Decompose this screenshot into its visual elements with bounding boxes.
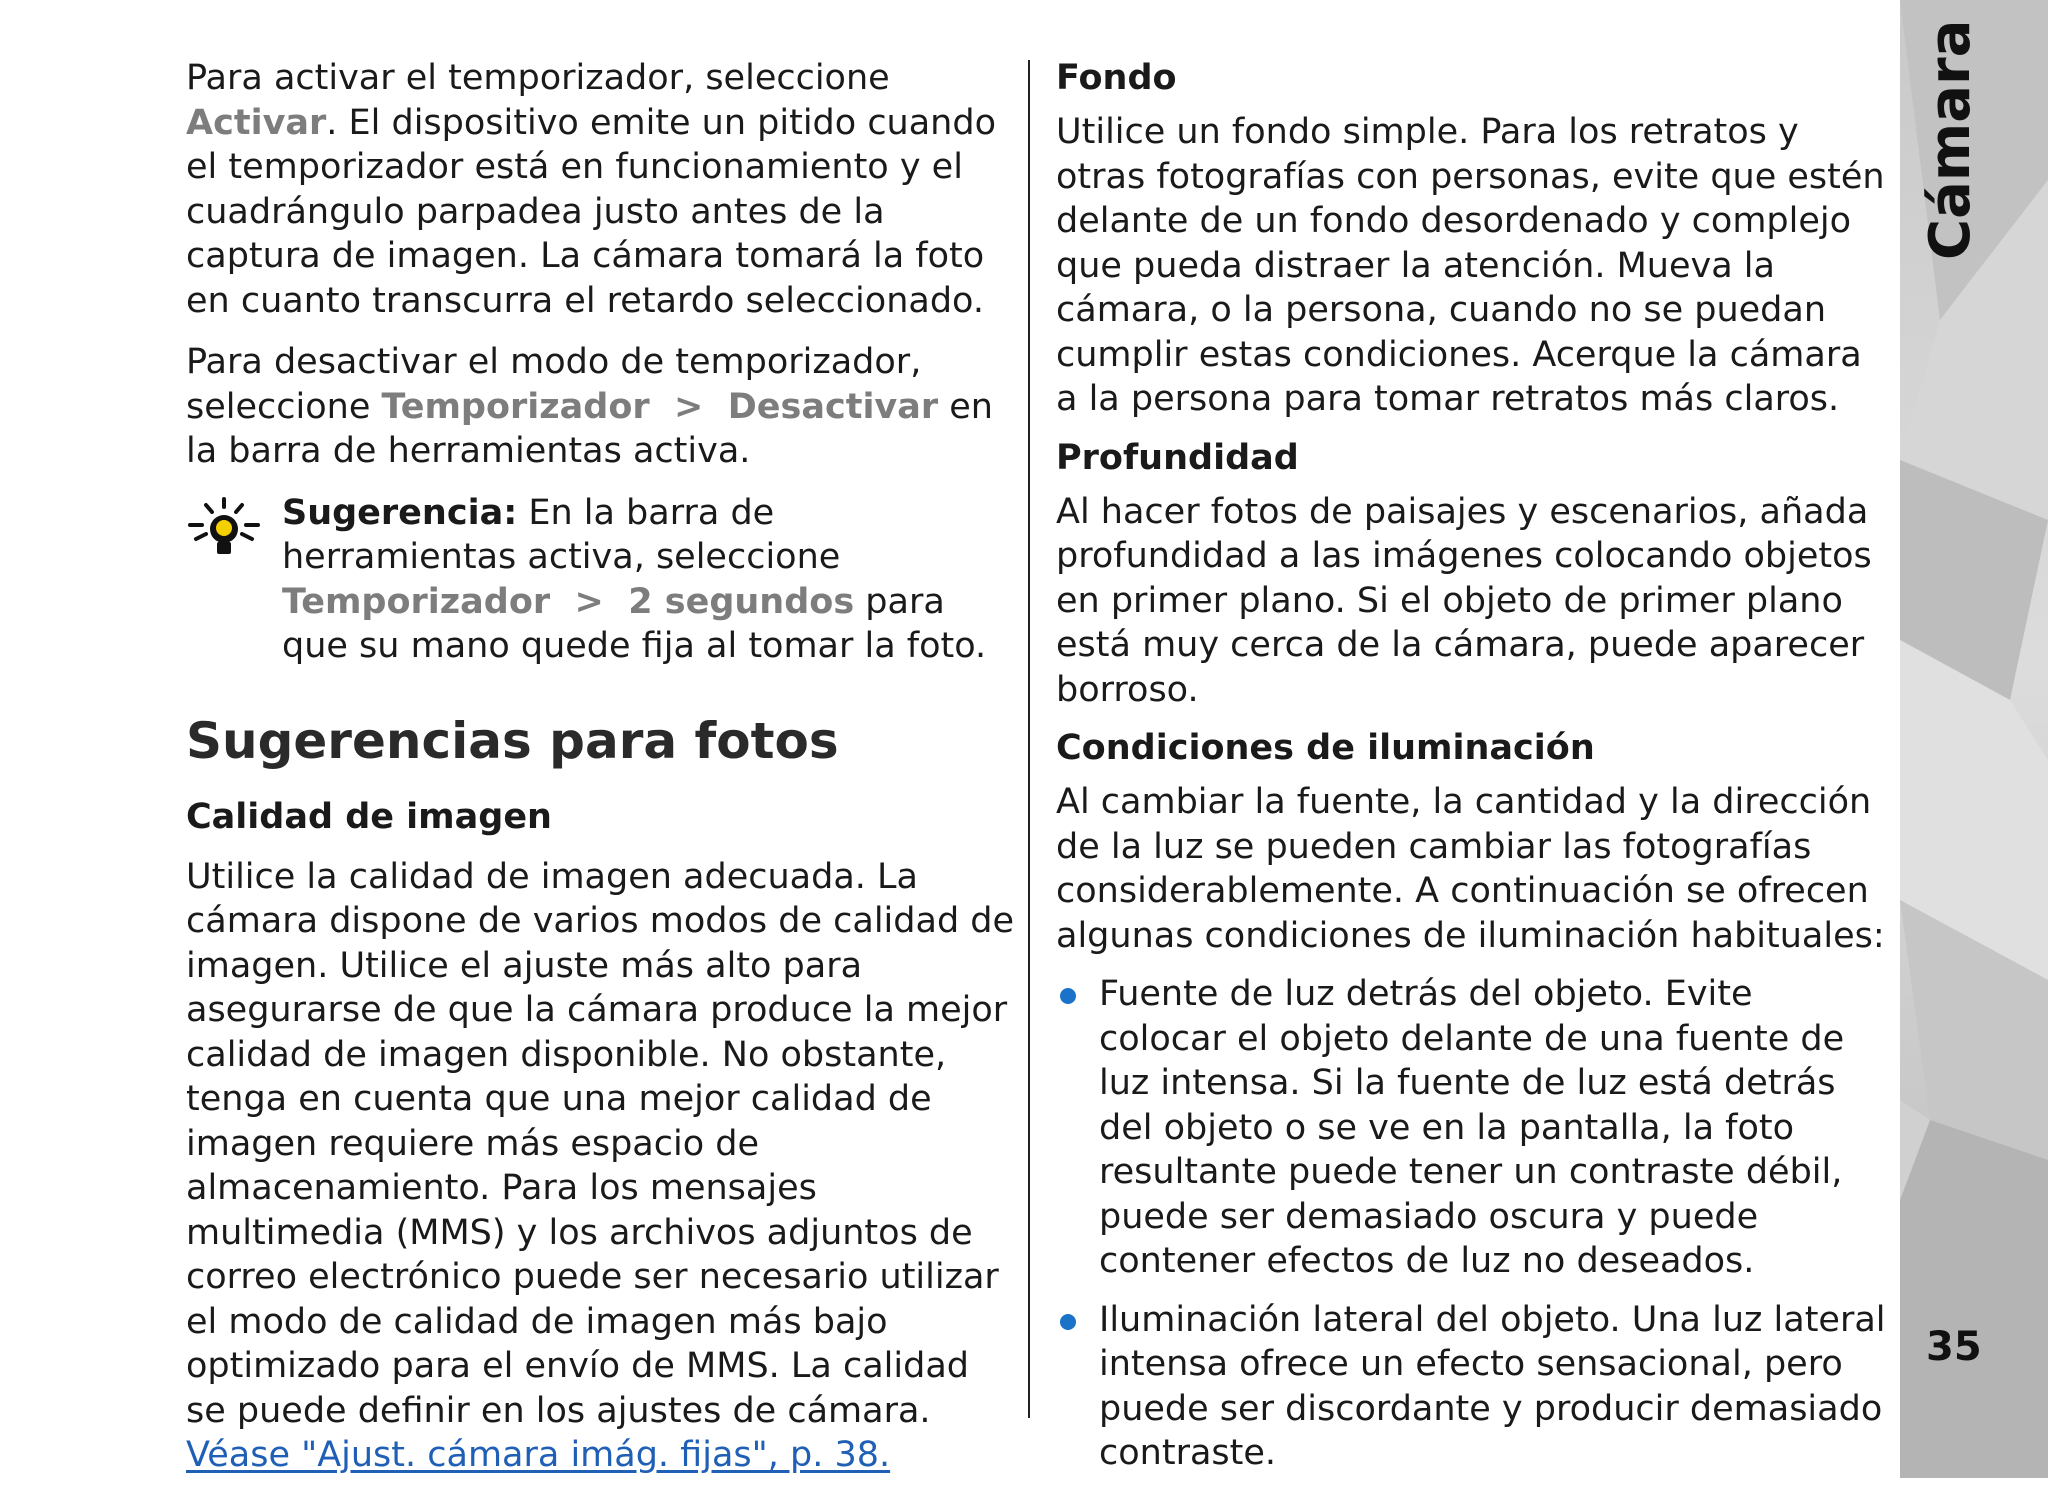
lighting-list (1056, 972, 1886, 1476)
column-divider (1028, 60, 1030, 1418)
list-item: Fuente de luz detrás del objeto. Evite colocar el objeto delante de una fuente de luz intensa. Si la fuente de luz está detrás del objeto o se ve en la pantalla, la foto resultante puede tener un contraste débil, puede ser demasiado oscura y puede contener efectos de luz no deseados. (1056, 972, 1886, 1284)
section-title: Sugerencias para fotos (186, 711, 839, 770)
cross-reference-link[interactable]: Véase "Ajust. cámara imág. fijas", p. 38. (186, 1435, 891, 1475)
menu-term-2-segundos: 2 segundos (628, 581, 855, 622)
heading-fondo: Fondo (1056, 58, 1177, 98)
menu-term-temporizador-tip: Temporizador (282, 581, 551, 622)
bullet-icon (1060, 988, 1076, 1004)
page-number: 35 (1926, 1324, 1982, 1370)
heading-profundidad: Profundidad (1056, 437, 1299, 478)
tip-label: Sugerencia: (282, 492, 518, 533)
paragraph-timer-deactivate: Para desactivar el modo de temporizador, seleccione Temporizador > Desactivar en la barra de herramientas activa. (186, 342, 993, 471)
menu-term-activar: Activar (186, 102, 327, 143)
list-item: Iluminación lateral del objeto. Una luz lateral intensa ofrece un efecto sensacional, pero puede ser discordante y producir demasiado contraste. (1056, 1298, 1886, 1476)
paragraph-fondo: Utilice un fondo simple. Para los retratos y otras fotografías con personas, evite que estén delante de un fondo desordenado y complejo que pueda distraer la atención. Mueva la cámara, o la persona, cuando no se puedan cumplir estas condiciones. Acerque la cámara a la persona para tomar retratos más claros. (1056, 112, 1885, 419)
menu-term-desactivar: Desactivar (727, 386, 939, 427)
heading-calidad: Calidad de imagen (186, 796, 552, 837)
paragraph-calidad: Utilice la calidad de imagen adecuada. La cámara dispone de varios modos de calidad de imagen. Utilice el ajuste más alto para asegurarse de que la cámara produce la mejor calidad de imagen disponible. No obstante, tenga en cuenta que una mejor calidad de imagen requiere más espacio de almacenamiento. Para los mensajes multimedia (MMS) y los archivos adjuntos de correo electrónico puede ser necesario utilizar el modo de calidad de imagen más bajo optimizado para el envío de MMS. La calidad se puede definir en los ajustes de cámara. Véase "Ajust. cámara imág. fijas", p. 38. (186, 856, 1015, 1475)
tip-box: Sugerencia: En la barra de herramientas activa, seleccione Temporizador > 2 segundos para que su mano quede fija al tomar la foto. (186, 491, 1016, 669)
heading-iluminacion: Condiciones de iluminación (1056, 728, 1595, 768)
paragraph-timer-activate: Para activar el temporizador, seleccione Activar. El dispositivo emite un pitido cuando el temporizador está en funcionamiento y el cuadrángulo parpadea justo antes de la captura de imagen. La cámara tomará la foto en cuanto transcurra el retardo seleccionado. (186, 58, 996, 321)
menu-term-temporizador: Temporizador (381, 386, 650, 427)
bullet-icon (1060, 1314, 1076, 1330)
right-column (1056, 56, 1886, 1490)
left-column (186, 56, 1016, 1495)
lightbulb-icon (186, 497, 262, 561)
chapter-title: Cámara (1918, 19, 1983, 260)
paragraph-profundidad: Al hacer fotos de paisajes y escenarios, añada profundidad a las imágenes colocando objetos en primer plano. Si el objeto de primer plano está muy cerca de la cámara, puede aparecer borroso. (1056, 491, 1872, 710)
paragraph-iluminacion: Al cambiar la fuente, la cantidad y la dirección de la luz se pueden cambiar las fotografías considerablemente. A continuación se ofrecen algunas condiciones de iluminación habituales: (1056, 782, 1885, 956)
